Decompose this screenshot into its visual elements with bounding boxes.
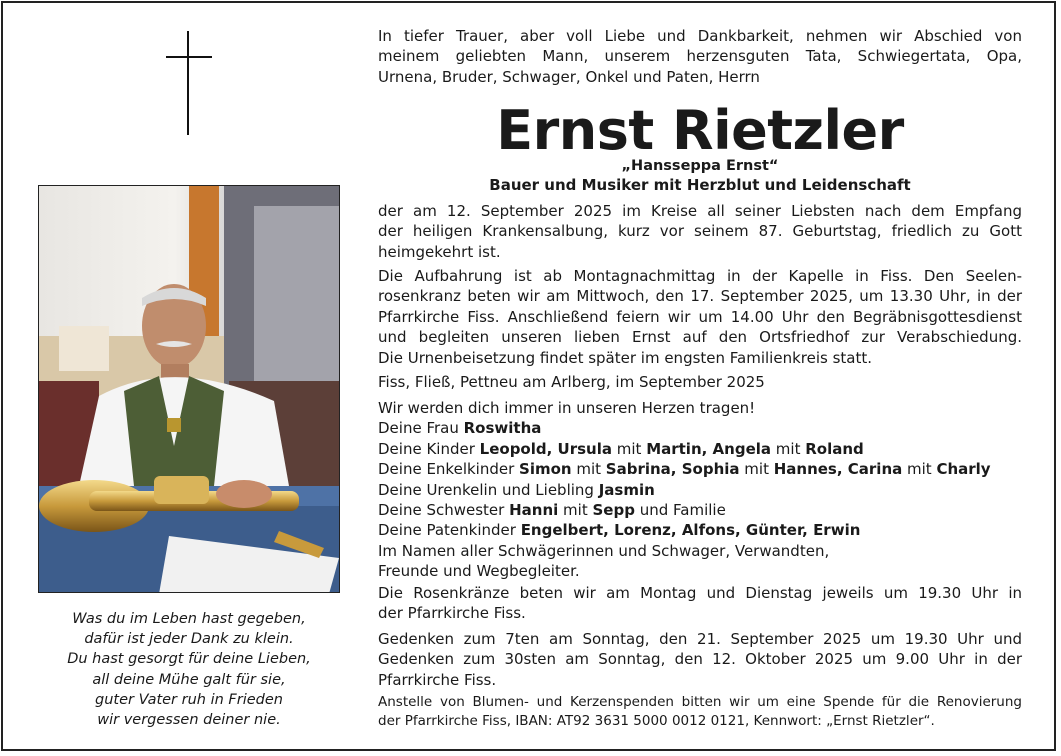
rosary-line: Die Rosenkränze beten wir am Montag und Dienstag jeweils um 19.30 Uhr in bbox=[378, 584, 1022, 602]
family-great-grandchild: Deine Urenkelin und Liebling Jasmin bbox=[378, 480, 655, 499]
deceased-name: Ernst Rietzler bbox=[496, 99, 904, 162]
memorial-line: Pfarrkirche Fiss. bbox=[378, 670, 497, 689]
family-sister: Deine Schwester Hanni mit Sepp und Familie bbox=[378, 501, 726, 520]
poem-line: wir vergessen deiner nie. bbox=[97, 712, 281, 729]
poem-line: Du hast gesorgt für deine Lieben, bbox=[67, 651, 311, 668]
poem-line: guter Vater ruh in Frieden bbox=[95, 691, 283, 708]
death-paragraph bbox=[378, 201, 1022, 262]
intro-line: In tiefer Trauer, aber voll Liebe und Dankbarkeit, nehmen wir Abschied von bbox=[378, 27, 1022, 45]
death-line: heimgekehrt ist. bbox=[378, 242, 501, 261]
intro-line: meinem geliebten Mann, unserem herzensguten Tata, Schwiegertata, Opa, bbox=[378, 47, 1022, 66]
funeral-line: Pfarrkirche Fiss. Anschließend feiern wir um 14.00 Uhr den Begräbnisgottesdienst bbox=[378, 307, 1022, 326]
poem-line: all deine Mühe galt für sie, bbox=[92, 671, 286, 688]
death-line: der am 12. September 2025 im Kreise all seiner Liebsten nach dem Empfang bbox=[378, 202, 1022, 220]
family-list bbox=[378, 398, 1022, 582]
portrait-photo bbox=[38, 185, 340, 593]
family-wife: Deine Frau Roswitha bbox=[378, 419, 542, 438]
memorial-line: Gedenken zum 30sten am Sonntag, den 12. Oktober 2025 um 9.00 Uhr in der bbox=[378, 650, 1022, 669]
memorial-line: Gedenken zum 7ten am Sonntag, den 21. September 2025 um 19.30 Uhr und bbox=[378, 630, 1022, 648]
nickname: „Hansseppa Ernst“ bbox=[621, 158, 779, 174]
poem bbox=[38, 609, 340, 730]
intro-paragraph bbox=[378, 26, 1022, 87]
role-line: Bauer und Musiker mit Herzblut und Leidenschaft bbox=[489, 176, 911, 194]
memorial-paragraph bbox=[378, 629, 1022, 690]
funeral-line: Die Urnenbeisetzung findet später im engsten Familienkreis statt. bbox=[378, 348, 873, 367]
place-date: Fiss, Fließ, Pettneu am Arlberg, im September 2025 bbox=[378, 373, 765, 391]
funeral-line: rosenkranz beten wir am Mittwoch, den 17. September 2025, um 13.30 Uhr, in der bbox=[378, 287, 1022, 306]
family-grandchildren: Deine Enkelkinder Simon mit Sabrina, Sophia mit Hannes, Carina mit Charly bbox=[378, 460, 991, 479]
family-others: Freunde und Wegbegleiter. bbox=[378, 562, 580, 581]
family-others: Im Namen aller Schwägerinnen und Schwager, Verwandten, bbox=[378, 541, 830, 560]
rosary-paragraph bbox=[378, 583, 1022, 624]
intro-line: Urnena, Bruder, Schwager, Onkel und Paten, Herrn bbox=[378, 67, 760, 86]
donation-line: der Pfarrkirche Fiss, IBAN: AT92 3631 5000 0012 0121, Kennwort: „Ernst Rietzler“. bbox=[378, 713, 935, 729]
poem-line: Was du im Leben hast gegeben, bbox=[72, 611, 306, 627]
donation-paragraph bbox=[378, 693, 1022, 731]
funeral-line: Die Aufbahrung ist ab Montagnachmittag in der Kapelle in Fiss. Den Seelen- bbox=[378, 267, 1022, 285]
funeral-line: und begleiten unseren lieben Ernst auf den Ortsfriedhof zur Verabschiedung. bbox=[378, 328, 1022, 347]
poem-line: dafür ist jeder Dank zu klein. bbox=[84, 631, 294, 648]
family-children: Deine Kinder Leopold, Ursula mit Martin, Angela mit Roland bbox=[378, 439, 864, 458]
family-godchildren: Deine Patenkinder Engelbert, Lorenz, Alfons, Günter, Erwin bbox=[378, 521, 861, 540]
death-line: der heiligen Krankensalbung, kurz vor seinem 87. Geburtstag, friedlich zu Gott bbox=[378, 222, 1022, 241]
funeral-paragraph bbox=[378, 266, 1022, 368]
rosary-line: der Pfarrkirche Fiss. bbox=[378, 604, 526, 623]
donation-line: Anstelle von Blumen- und Kerzenspenden bitten wir um eine Spende für die Renovierung bbox=[378, 694, 1022, 710]
heart-line: Wir werden dich immer in unseren Herzen tragen! bbox=[378, 399, 756, 417]
